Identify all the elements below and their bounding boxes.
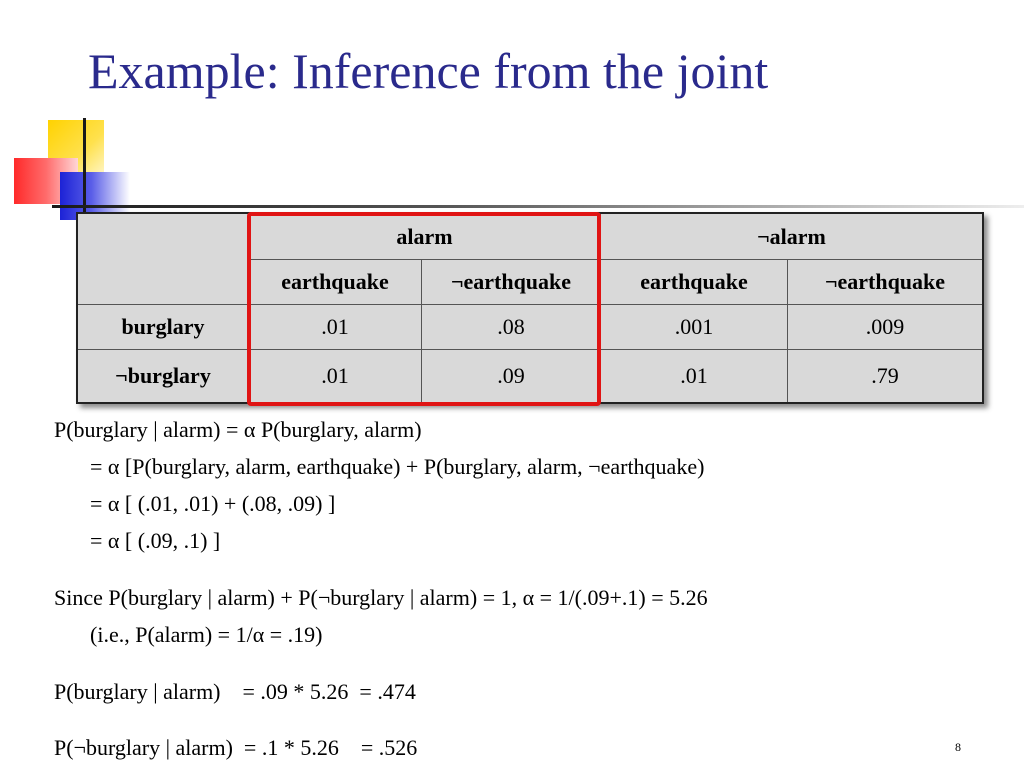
result-burglary-line: P(burglary | alarm) = .09 * 5.26 = .474 [54, 679, 416, 704]
result-not-burglary-line: P(¬burglary | alarm) = .1 * 5.26 = .526 [54, 735, 418, 760]
slide-title: Example: Inference from the joint [88, 43, 769, 99]
decor-vertical-line [83, 118, 86, 214]
title-underline [52, 205, 1024, 208]
table-cell: .01 [249, 305, 422, 350]
equation-line-3: = α [ (.01, .01) + (.08, .09) ] [90, 491, 336, 516]
table-cell: .001 [601, 305, 788, 350]
equation-line-4: = α [ (.09, .1) ] [90, 528, 221, 553]
table-cell: .09 [422, 350, 601, 404]
row-label-burglary: burglary [77, 305, 249, 350]
subheader-earthquake: earthquake [601, 260, 788, 305]
equation-line-2: = α [P(burglary, alarm, earthquake) + P(burglary, alarm, ¬earthquake) [90, 454, 705, 479]
alarm-highlight-box [247, 212, 601, 406]
page-number: 8 [955, 740, 961, 754]
normalization-line: Since P(burglary | alarm) + P(¬burglary | alarm) = 1, α = 1/(.09+.1) = 5.26 [54, 585, 708, 610]
subheader-earthquake: earthquake [249, 260, 422, 305]
table-cell: .08 [422, 305, 601, 350]
subheader-not-earthquake: ¬earthquake [788, 260, 984, 305]
table-cell: .01 [601, 350, 788, 404]
subheader-not-earthquake: ¬earthquake [422, 260, 601, 305]
table-corner-cell [77, 213, 249, 305]
equation-line-1: P(burglary | alarm) = α P(burglary, alarm) [54, 417, 422, 442]
table-cell: .79 [788, 350, 984, 404]
alarm-probability-line: (i.e., P(alarm) = 1/α = .19) [90, 622, 323, 647]
table-cell: .009 [788, 305, 984, 350]
header-alarm: alarm [249, 213, 601, 260]
table-cell: .01 [249, 350, 422, 404]
row-label-not-burglary: ¬burglary [77, 350, 249, 404]
header-not-alarm: ¬alarm [601, 213, 984, 260]
